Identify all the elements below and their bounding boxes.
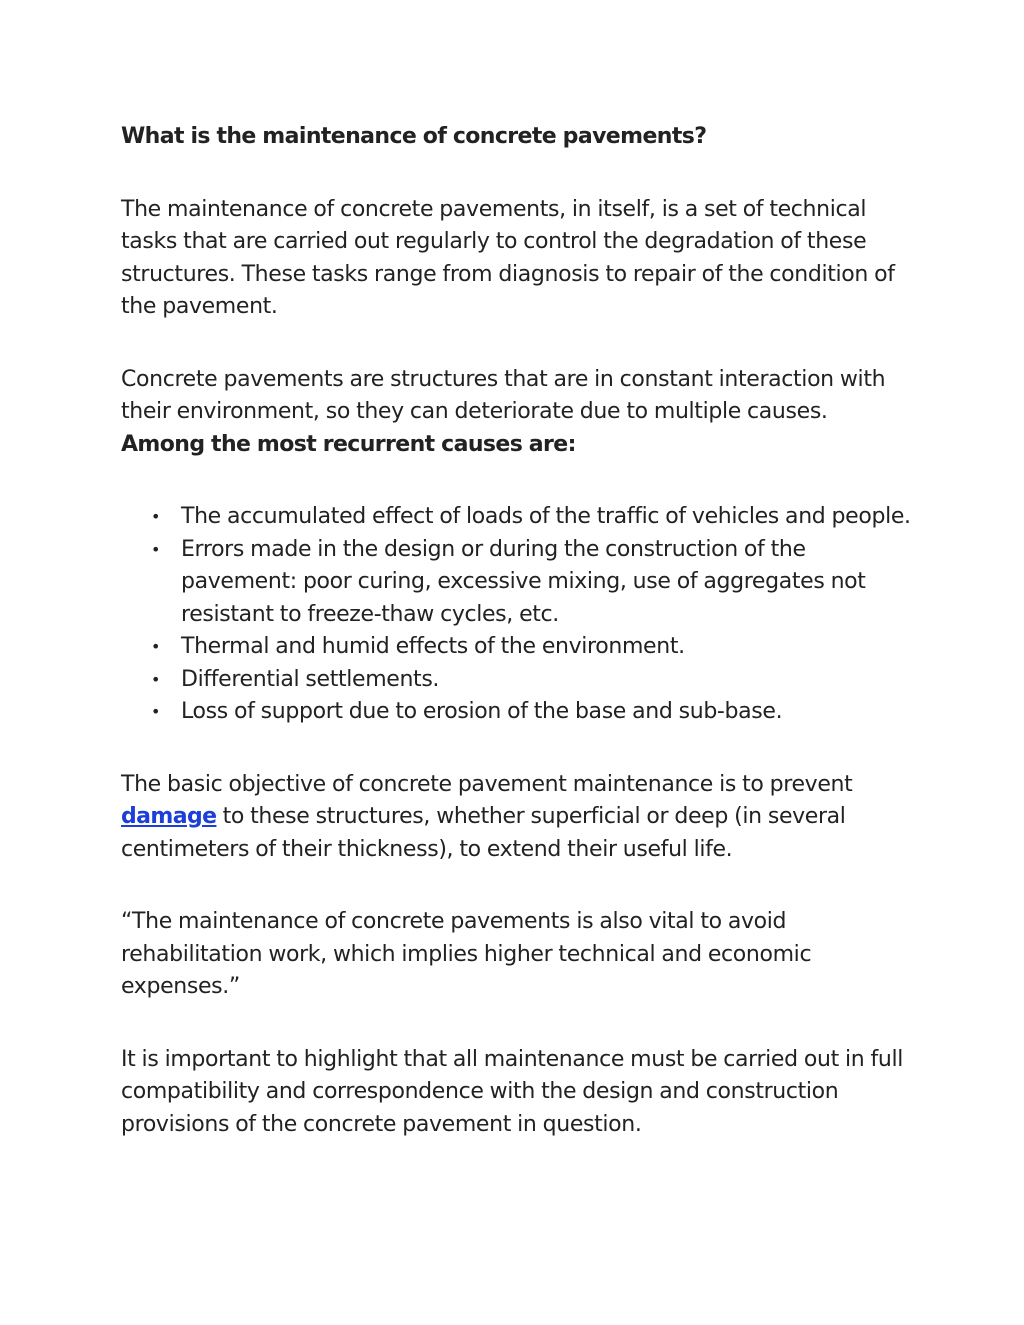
bullet-icon: • — [151, 669, 161, 689]
list-item-text: Thermal and humid effects of the environment. — [181, 634, 685, 659]
bullet-icon: • — [151, 702, 161, 721]
damage-link[interactable]: damage — [121, 804, 217, 829]
list-item — [121, 664, 911, 697]
causes-intro-bold: Among the most recurrent causes are: — [121, 431, 576, 457]
list-item — [121, 631, 911, 664]
list-item — [121, 534, 911, 632]
quote-paragraph: “The maintenance of concrete pavements is also vital to avoid rehabilitation work, which implies higher technical and economic expenses.” — [121, 909, 812, 999]
causes-intro-text: Concrete pavements are structures that are in constant interaction with their environment, so they can deteriorate due to multiple causes. — [121, 366, 886, 424]
list-item-text: Loss of support due to erosion of the base and sub-base. — [181, 699, 783, 724]
causes-list — [121, 501, 911, 729]
bullet-icon: • — [151, 539, 161, 559]
list-item-text: The accumulated effect of loads of the traffic of vehicles and people. — [181, 504, 911, 529]
closing-paragraph: It is important to highlight that all maintenance must be carried out in full compatibility and correspondence with the design and construction provisions of the concrete pavement in question. — [121, 1046, 904, 1137]
bullet-icon: • — [151, 507, 161, 526]
objective-text-before: The basic objective of concrete pavement maintenance is to prevent — [121, 771, 853, 797]
list-item-text: Errors made in the design or during the construction of the pavement: poor curing, excessive mixing, use of aggregates not resistant to freeze-thaw cycles, etc. — [181, 536, 866, 627]
bullet-icon: • — [151, 637, 161, 656]
article-heading: What is the maintenance of concrete pavements? — [121, 124, 707, 149]
causes-intro-paragraph — [121, 364, 911, 462]
list-item — [121, 696, 911, 729]
objective-paragraph — [121, 769, 911, 867]
list-item-text: Differential settlements. — [181, 666, 440, 692]
list-item — [121, 501, 911, 534]
objective-text-after: to these structures, whether superficial or deep (in several centimeters of their thickness), to extend their useful life. — [121, 804, 846, 862]
intro-paragraph: The maintenance of concrete pavements, in itself, is a set of technical tasks that are carried out regularly to control the degradation of these structures. These tasks range from diagnosis to repair of the condition of the pavement. — [121, 196, 895, 319]
article-body — [121, 121, 911, 1181]
